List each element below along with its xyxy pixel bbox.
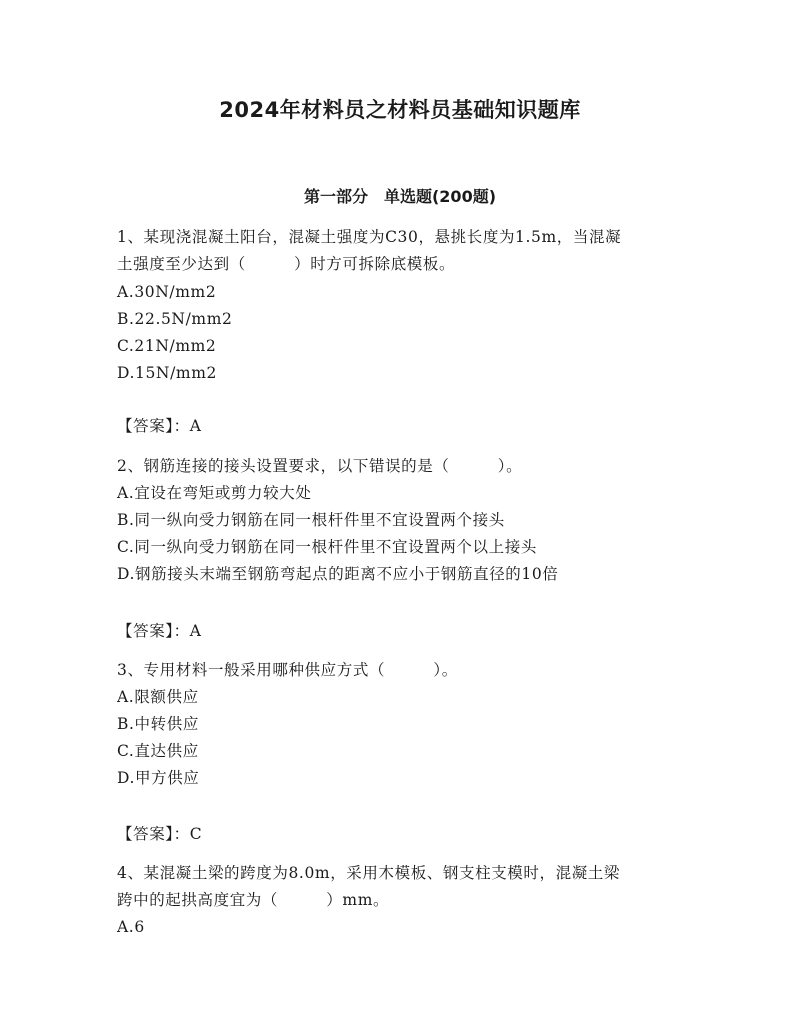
question-3-option-c: C.直达供应 bbox=[117, 742, 199, 760]
question-2-option-c: C.同一纵向受力钢筋在同一根杆件里不宜设置两个以上接头 bbox=[117, 538, 537, 556]
question-2-option-d: D.钢筋接头末端至钢筋弯起点的距离不应小于钢筋直径的10倍 bbox=[117, 565, 559, 583]
question-3-option-a: A.限额供应 bbox=[117, 688, 199, 706]
question-2-option-b: B.同一纵向受力钢筋在同一根杆件里不宜设置两个接头 bbox=[117, 511, 505, 529]
document-title: 2024年材料员之材料员基础知识题库 bbox=[219, 98, 581, 122]
section-title: 第一部分 单选题(200题) bbox=[303, 187, 497, 206]
question-1-stem-line-1: 1、某现浇混凝土阳台，混凝土强度为C30，悬挑长度为1.5m，当混凝 bbox=[117, 228, 622, 246]
question-1-option-a: A.30N/mm2 bbox=[117, 283, 217, 301]
question-4-stem-line-1: 4、某混凝土梁的跨度为8.0m，采用木模板、钢支柱支模时，混凝土梁 bbox=[117, 864, 621, 882]
question-3-stem-line-1: 3、专用材料一般采用哪种供应方式（ ）。 bbox=[117, 661, 458, 679]
question-2-answer: 【答案】：A bbox=[117, 622, 202, 640]
question-1-answer: 【答案】：A bbox=[117, 417, 202, 435]
question-1-option-d: D.15N/mm2 bbox=[117, 364, 217, 382]
question-2-option-a: A.宜设在弯矩或剪力较大处 bbox=[117, 484, 312, 502]
question-1-option-b: B.22.5N/mm2 bbox=[117, 310, 233, 328]
question-3-answer: 【答案】：C bbox=[117, 825, 203, 843]
question-3-option-b: B.中转供应 bbox=[117, 715, 199, 733]
question-4-option-a: A.6 bbox=[117, 918, 145, 936]
question-4-stem-line-2: 跨中的起拱高度宜为（ ）mm。 bbox=[117, 891, 390, 909]
question-2-stem-line-1: 2、钢筋连接的接头设置要求，以下错误的是（ ）。 bbox=[117, 457, 523, 475]
question-1-option-c: C.21N/mm2 bbox=[117, 337, 217, 355]
question-3-option-d: D.甲方供应 bbox=[117, 769, 200, 787]
question-1-stem-line-2: 土强度至少达到（ ）时方可拆除底模板。 bbox=[117, 255, 456, 273]
